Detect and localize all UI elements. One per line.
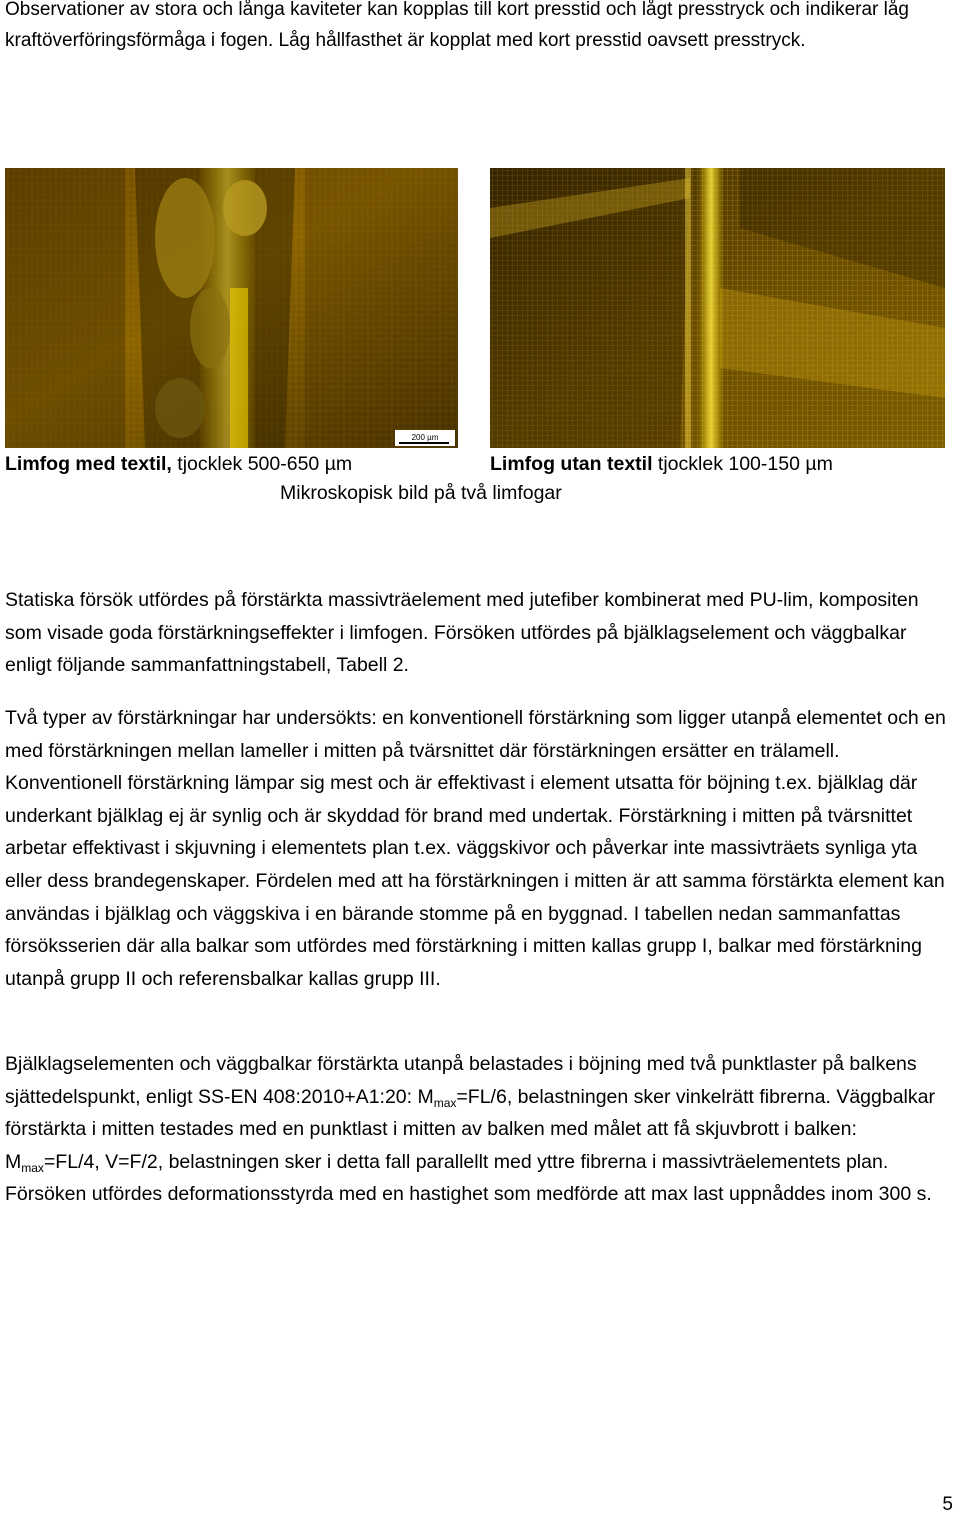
caption-right: [490, 452, 833, 476]
intro-paragraph: Observationer av stora och långa kaviteter kan kopplas till kort presstid och lågt presstryck och indikerar låg kraftöverföringsförmåga i fogen. Låg hållfasthet är kopplat med kort presstid oavsett presstryck.: [5, 0, 909, 51]
page-number: 5: [942, 1494, 953, 1515]
caption-right-text: tjocklek 100-150 µm: [652, 453, 833, 475]
caption-left-text: tjocklek 500-650 µm: [171, 453, 353, 475]
scale-bar-label: 200 µm: [411, 433, 439, 442]
test-setup-text-a: Bjälklagselementen och väggbalkar förstärkta utanpå belastades i böjning med två punktlaster på balkens sjättedelspunkt, enligt SS-EN 408:2010+A1:20: M: [5, 1053, 917, 1108]
figure-caption: Mikroskopisk bild på två limfogar: [280, 482, 562, 504]
micrograph-with-textile: [5, 168, 458, 448]
paragraph-static-tests: Statiska försök utfördes på förstärkta massivträelement med jutefiber kombinerat med PU-lim, kompositen som visade goda förstärkningseffekter i limfogen. Försöken utfördes på bjälklagselement och väggbalkar enligt följande sammanfattningstabell, Tabell 2.: [5, 589, 919, 677]
subscript-max-1: max: [433, 1095, 457, 1110]
test-setup-text-b: =FL/6, belastningen sker vinkelrätt fibrerna. Väggbalkar förstärkta i mitten testades med en punktlast i mitten av balken med målet att få skjuvbrott i balken: M: [5, 1085, 935, 1173]
micrograph-without-textile: [490, 168, 945, 448]
caption-left-bold: Limfog med textil,: [5, 453, 172, 475]
test-setup-text-c: =FL/4, V=F/2, belastningen sker i detta fall parallellt med yttre fibrerna i massivträelementets plan. Försöken utfördes deformationsstyrda med en hastighet som medförde att max last uppnåddes inom 300 s.: [5, 1150, 932, 1206]
caption-left: [5, 452, 352, 476]
caption-right-bold: Limfog utan textil: [490, 453, 653, 475]
paragraph-test-setup: [5, 1048, 957, 1211]
subscript-max-2: max: [21, 1160, 44, 1175]
paragraph-reinforcement-types: Två typer av förstärkningar har undersökts: en konventionell förstärkning som ligger utanpå elementet och en med förstärkningen mellan lameller i mitten på tvärsnittet där förstärkningen ersätter en trälamell. Konventionell förstärkning lämpar sig mest och är effektivast i element utsatta för böjning t.ex. bjälklag där underkant bjälklag ej är synlig och är skyddad för brand med undertak. Förstärkning i mitten på tvärsnittet arbetar effektivast i skjuvning i elementets plan t.ex. väggskivor och påverkar inte massivträets synliga yta eller dess brandegenskaper. Fördelen med att ha förstärkningen i mitten är att samma förstärkta element kan användas i bjälklag och väggskiva i en bärande stomme på en byggnad. I tabellen nedan sammanfattas försöksserien där alla balkar som utfördes med förstärkning i mitten kallas grupp I, balkar med förstärkning utanpå grupp II och referensbalkar kallas grupp III.: [5, 707, 946, 990]
